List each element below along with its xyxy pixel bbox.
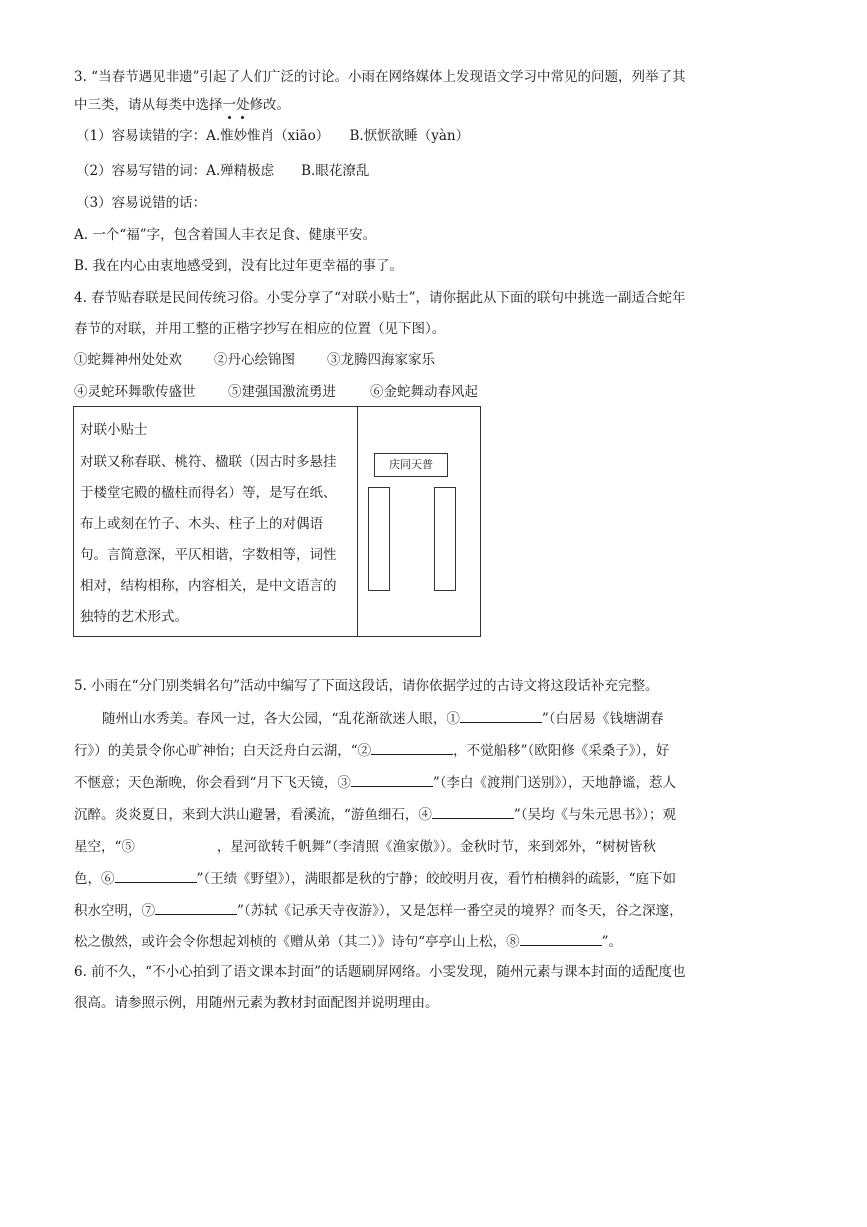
blank-4[interactable] [432,804,514,819]
horizontal-scroll: 庆同天普 [374,453,448,477]
q5-line-7 [74,868,676,889]
q5-line-2 [102,708,664,729]
q5-text: 行》）的美景令你心旷神怡；白天泛舟白云湖，“② [74,743,372,759]
q3-option-a: A. 一个“福”字，包含着国人丰衣足食、健康平安。 [74,227,377,243]
q5-text: ”（苏轼《记承天寺夜游》），又是怎样一番空灵的境界？而冬天，谷之深邃， [237,903,683,919]
tip-line-6: 独特的艺术形式。 [80,609,188,625]
q3-line-2-a: 中三类，请从每类中选择 [74,97,223,113]
q5-text: ”。 [601,934,623,950]
emphasis-dot-yi: 一 [222,97,236,113]
blank-7[interactable] [155,900,237,915]
q3-option-b: B. 我在内心由衷地感受到，没有比过年更幸福的事了。 [74,258,404,274]
blank-5[interactable] [135,836,217,851]
emphasis-dot-chu: 处 [236,97,250,113]
q5-line-8 [74,900,683,921]
q5-line-3 [74,740,669,761]
q4-couplet-option-4: ④灵蛇环舞歌传盛世 [74,384,196,400]
q5-text: 沉醉。炎炎夏日，来到大洪山避暑，看溪流，“游鱼细石，④ [74,807,432,823]
q3-line-1: 3. “当春节遇见非遗”引起了人们广泛的讨论。小雨在网络媒体上发现语文学习中常见的问题，列举了其 [74,69,686,85]
q4-couplet-option-2: ②丹心绘锦图 [214,352,295,368]
q5-text: ”（李白《渡荆门送别》），天地静谧，惹人 [432,775,677,791]
q5-line-6 [74,836,656,857]
q5-text: 积水空明，⑦ [74,903,155,919]
tip-line-2: 于楼堂宅殿的楹柱而得名）等，是写在纸、 [80,485,337,501]
q5-text: ”（吴均《与朱元思书》）；观 [513,807,677,823]
q3-line-2-d: 修改。 [249,97,290,113]
upper-couplet-blank[interactable] [368,487,390,591]
tip-line-5: 相对，结构相称，内容相关，是中文语言的 [80,578,337,594]
q5-line-1: 5. 小雨在“分门别类辑名句”活动中编写了下面这段话，请你依据学过的古诗文将这段话补充完整。 [74,678,659,694]
q4-couplet-option-6: ⑥金蛇舞动春风起 [370,384,478,400]
q4-couplet-option-5: ⑤建强国激流勇进 [228,384,336,400]
box-divider [357,406,358,637]
q3-item-2: （2）容易写错的词：A.殚精极虑 B.眼花潦乱 [76,163,370,179]
q3-item-3: （3）容易说错的话： [76,195,207,211]
blank-1[interactable] [460,708,542,723]
q5-line-9 [74,931,622,952]
q5-text: ，星河欲转千帆舞”（李清照《渔家傲》）。金秋时节，来到郊外，“树树皆秋 [216,839,656,855]
q4-couplet-option-1: ①蛇舞神州处处欢 [74,352,182,368]
q6-line-1: 6. 前不久，“不小心拍到了语文课本封面”的话题刷屏网络。小雯发现，随州元素与课本封面的适配度也 [74,964,686,980]
lower-couplet-blank[interactable] [434,487,456,591]
q5-text: 松之傲然，或许会令你想起刘桢的《赠从弟（其二）》诗句“亭亭山上松，⑧ [74,934,520,950]
q5-text: 色，⑥ [74,871,115,887]
blank-6[interactable] [115,868,197,883]
q5-text: ，不觉船移”（欧阳修《采桑子》），好 [453,743,670,759]
q5-line-4 [74,772,676,793]
q3-line-2 [74,95,290,115]
q6-line-2: 很高。请参照示例，用随州元素为教材封面配图并说明理由。 [74,995,439,1011]
q5-text: ”（白居易《钱塘湖春 [541,711,664,727]
q5-text: ”（王绩《野望》），满眼都是秋的宁静；皎皎明月夜，看竹柏横斜的疏影，“庭下如 [196,871,677,887]
q4-line-1: 4. 春节贴春联是民间传统习俗。小雯分享了“对联小贴士”，请你据此从下面的联句中挑选一副适合蛇年 [74,290,686,306]
q5-line-5 [74,804,676,825]
blank-8[interactable] [520,931,602,946]
blank-3[interactable] [351,772,433,787]
blank-2[interactable] [371,740,453,755]
q5-text: 不惬意；天色渐晚，你会看到“月下飞天镜，③ [74,775,351,791]
tip-line-4: 句。言简意深，平仄相谐，字数相等，词性 [80,547,337,563]
q3-item-1: （1）容易读错的字：A.惟妙惟肖（xiāo） B.恹恹欲睡（yàn） [76,128,470,144]
tip-line-3: 布上或刻在竹子、木头、柱子上的对偶语 [80,516,323,532]
tip-title: 对联小贴士 [80,422,148,438]
q4-couplet-option-3: ③龙腾四海家家乐 [327,352,435,368]
q5-text: 随州山水秀美。春风一过，各大公园，“乱花渐欲迷人眼，① [102,711,460,727]
q4-line-2: 春节的对联，并用工整的正楷字抄写在相应的位置（见下图）。 [74,321,446,337]
tip-line-1: 对联又称春联、桃符、楹联（因古时多悬挂 [80,454,337,470]
q5-text: 星空，“⑤ [74,839,135,855]
